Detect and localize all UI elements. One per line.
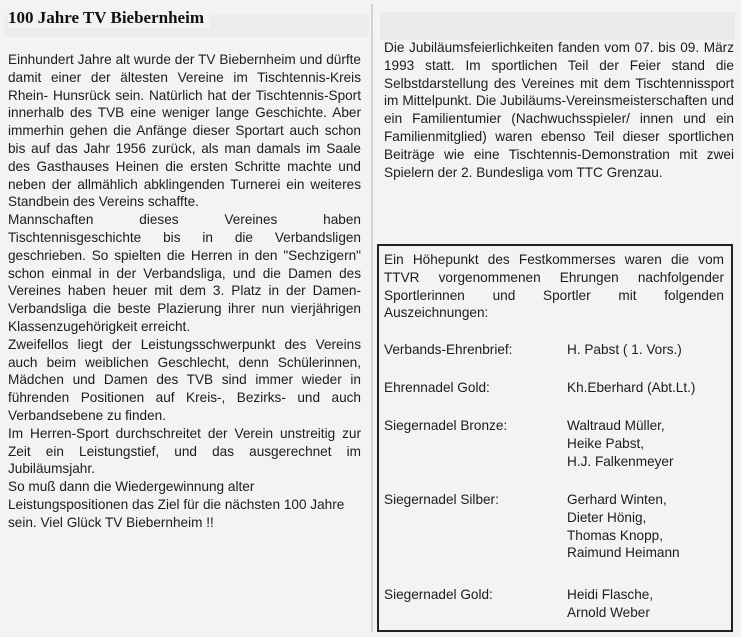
recipient-name: Gerhard Winten, (567, 492, 667, 507)
column-divider (371, 4, 373, 632)
recipient-name: Kh.Eberhard (Abt.Lt.) (567, 380, 696, 395)
bleed-through-shadow (380, 12, 735, 40)
recipient-name: Raimund Heimann (567, 545, 680, 561)
left-column (8, 51, 361, 532)
recipient-name: Waltraud Müller, (567, 418, 665, 433)
award-recipients (567, 341, 682, 359)
honors-box (377, 244, 733, 632)
recipient-name: Heike Pabst, (567, 435, 645, 451)
article-title: 100 Jahre TV Biebernheim (8, 8, 210, 28)
recipient-name: Arnold Weber (567, 604, 650, 620)
award-label: Ehrennadel Gold: (384, 380, 490, 395)
paragraph: Die Jubiläumsfeierlichkeiten fanden vom 07. bis 09. März 1993 statt. Im sportlichen Teil der Feier stand die Selbstdarstellung des Vereines mit dem Tischtennissport im Mittelpunkt. Die Jubiläums-Vereinsmeisterschaften und ein Familientumier (Nachwuchsspieler/ innen und ein Familienmitglied) waren ebenso Teil dieser sportlichen Beiträge wie eine Tischtennis-Demonstration mit zwei Spielern der 2. Bundesliga vom TTC Grenzau. (384, 40, 734, 180)
paragraph: Mannschaften dieses Vereines haben Tischtennisgeschichte bis in die Verbandsligen geschrieben. So spielten die Herren in den "Sechzigern" schon einmal in der Verbandsliga, und die Damen des Vereines haben heuer mit dem 3. Platz in der Damen-Verbandsliga die beste Plazierung ihrer nun vierjährigen Klassenzugehörigkeit erreicht. (8, 212, 361, 334)
recipient-name: H.J. Falkenmeyer (567, 453, 674, 469)
recipient-name: Thomas Knopp, (567, 527, 663, 543)
recipient-name: Heidi Flasche, (567, 587, 654, 602)
award-label: Verbands-Ehrenbrief: (384, 342, 513, 357)
award-label: Siegernadel Bronze: (384, 418, 508, 433)
award-recipients (567, 417, 674, 470)
paragraph: So muß dann die Wiedergewinnung alter Leistungspositionen das Ziel für die nächsten 100 Jahre sein. Viel Glück TV Biebernheim !! (8, 479, 345, 530)
award-label: Siegernadel Silber: (384, 492, 499, 507)
award-label: Siegernadel Gold: (384, 587, 493, 602)
award-recipients (567, 491, 680, 562)
paragraph: Zweifellos liegt der Leistungsschwerpunkt des Vereins auch beim weiblichen Geschlecht, denn Schülerinnen, Mädchen und Damen des TVB sind immer wieder in führenden Positionen auf Kreis-, Bezirks- und auch Verbandsebene zu finden. (8, 336, 361, 423)
paragraph: Einhundert Jahre alt wurde der TV Biebernheim und dürfte damit einer der ältesten Vereine im Tischtennis-Kreis Rhein- Hunsrück sein. Natürlich hat der Tischtennis-Sport innerhalb des TVB eine weniger lange Geschichte. Aber immerhin gehen die Anfänge dieser Sportart auch schon bis auf das Jahr 1956 zurück, als man damals im Saale des Gasthauses Heinen die ersten Schritte machte und neben der allmählich abklingenden Turnerei ein weiteres Standbein des Vereins schaffte. (8, 52, 361, 210)
paragraph: Im Herren-Sport durchschreitet der Verein unstreitig zur Zeit ein Leistungstief, und das ausgerechnet im Jubiläumsjahr. (8, 425, 361, 477)
award-recipients (567, 379, 695, 397)
recipient-name: H. Pabst ( 1. Vors.) (567, 342, 682, 357)
right-column (384, 39, 734, 181)
honors-intro: Ein Höhepunkt des Festkommerses waren die vom TTVR vorgenommenen Ehrungen nachfolgender Sportlerinnen und Sportler mit folgenden Auszeichnungen: (384, 252, 724, 321)
award-recipients (567, 586, 653, 622)
recipient-name: Dieter Hönig, (567, 509, 647, 525)
